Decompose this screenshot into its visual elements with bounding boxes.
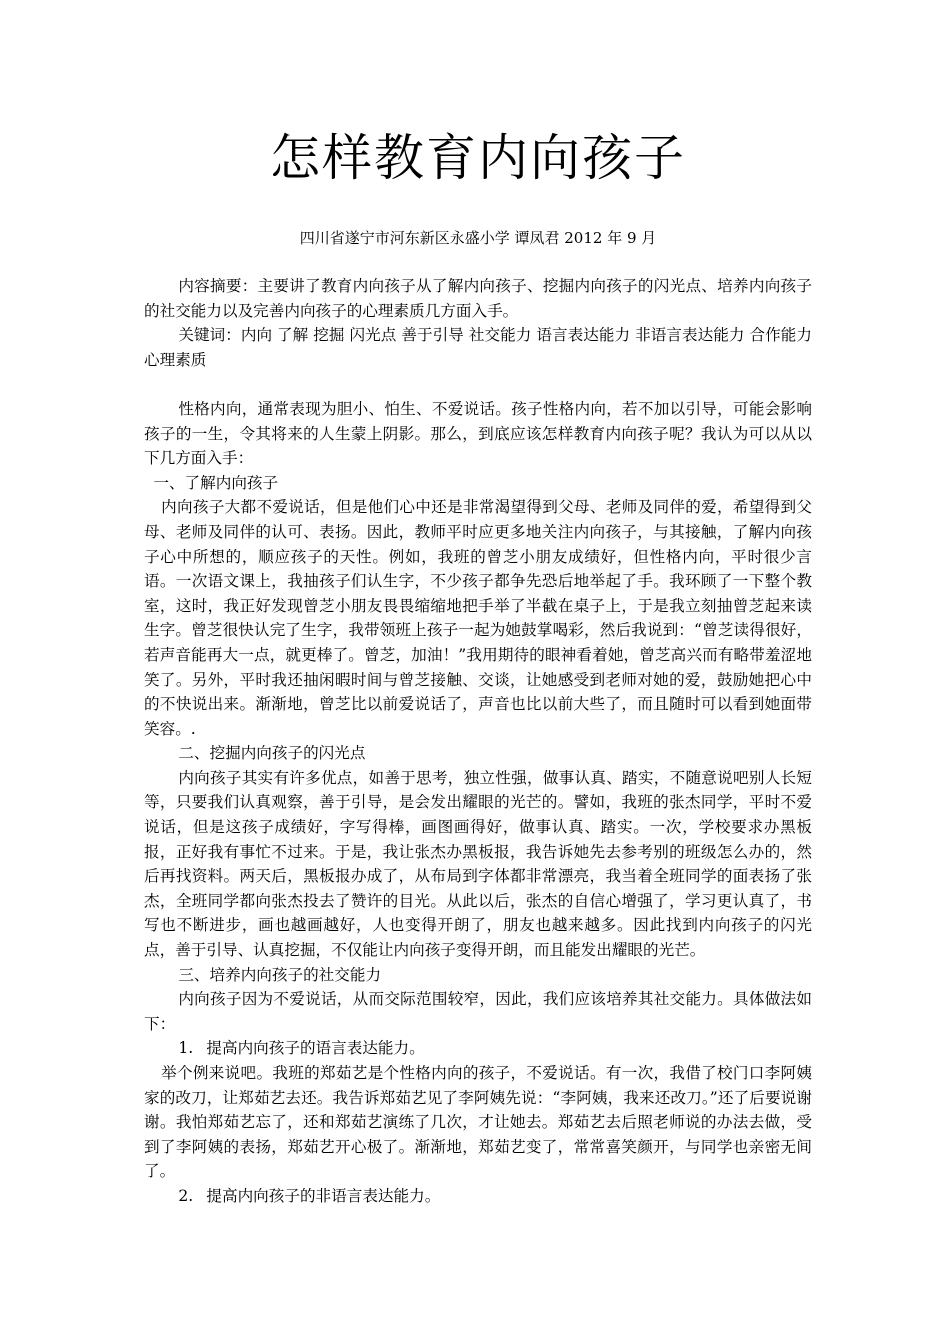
- section-1-paragraph: 内向孩子大都不爱说话，但是他们心中还是非常渴望得到父母、老师及同伴的爱，希望得到父母、老师及同伴的认可、表扬。因此，教师平时应更多地关注内向孩子，与其接触，了解内向孩子心中所想的，顺应孩子的天性。例如，我班的曾芝小朋友成绩好，但性格内向，平时很少言语。一次语文课上，我抽孩子们认生字，不少孩子都争先恐后地举起了手。我环顾了一下整个教室，这时，我正好发现曾芝小朋友畏畏缩缩地把手举了半截在桌子上，于是我立刻抽曾芝起来读生字。曾芝很快认完了生字，我带领班上孩子一起为她鼓掌喝彩，然后我说到：“曾芝读得很好，若声音能再大一点，就更棒了。曾芝，加油！”我用期待的眼神看着她，曾芝高兴而有略带羞涩地笑了。另外，平时我还抽闲暇时间与曾芝接触、交谈，让她感受到老师对她的爱，鼓励她把心中的不快说出来。渐渐地，曾芝比以前爱说话了，声音也比以前大些了，而且随时可以看到她面带笑容。.: [144, 498, 812, 738]
- section-3-paragraph: 内向孩子因为不爱说话，从而交际范围较窄，因此，我们应该培养其社交能力。具体做法如下：: [144, 990, 812, 1033]
- intro-paragraph: 性格内向，通常表现为胆小、怕生、不爱说话。孩子性格内向，若不加以引导，可能会影响孩子的一生，令其将来的人生蒙上阴影。那么，到底应该怎样教育内向孩子呢？我认为可以从以下几方面入手：: [144, 399, 812, 468]
- list-item-2-number: 2.: [178, 1186, 194, 1205]
- abstract-paragraph: 内容摘要：主要讲了教育内向孩子从了解内向孩子、挖掘内向孩子的闪光点、培养内向孩子的社交能力以及完善内向孩子的心理素质几方面入手。: [144, 277, 812, 320]
- list-item-1-number: 1.: [178, 1039, 194, 1058]
- keywords-paragraph: 关键词：内向 了解 挖掘 闪光点 善于引导 社交能力 语言表达能力 非语言表达能力 合作能力 心理素质: [144, 326, 812, 369]
- document-title: 怎样教育内向孩子: [270, 129, 686, 187]
- section-2-heading: 二、挖掘内向孩子的闪光点: [178, 744, 366, 763]
- spacer: [144, 372, 812, 397]
- list-item-1-text: 提高内向孩子的语言表达能力。: [206, 1039, 425, 1058]
- list-item-1: [144, 1036, 812, 1061]
- section-1-heading: 一、了解内向孩子: [153, 473, 279, 492]
- author-byline: 四川省遂宁市河东新区永盛小学 谭凤君 2012 年 9 月: [299, 229, 657, 247]
- list-item-2-text: 提高内向孩子的非语言表达能力。: [206, 1186, 441, 1205]
- document-body: [144, 274, 812, 1209]
- section-3-heading: 三、培养内向孩子的社交能力: [178, 965, 382, 984]
- list-item-2: [144, 1184, 812, 1209]
- list-item-1-paragraph: 举个例来说吧。我班的郑茹艺是个性格内向的孩子，不爱说话。有一次，我借了校门口李阿姨家的改刀，让郑茹艺去还。我告诉郑茹艺见了李阿姨先说：“李阿姨，我来还改刀。”还了后要说谢谢。我怕郑茹艺忘了，还和郑茹艺演练了几次，才让她去。郑茹艺去后照老师说的办法去做，受到了李阿姨的表扬，郑茹艺开心极了。渐渐地，郑茹艺变了，常常喜笑颜开，与同学也亲密无间了。: [144, 1064, 812, 1181]
- section-2-paragraph: 内向孩子其实有许多优点，如善于思考，独立性强，做事认真、踏实，不随意说吧别人长短等，只要我们认真观察，善于引导，是会发出耀眼的光芒的。譬如，我班的张杰同学，平时不爱说话，但是这孩子成绩好，字写得棒，画图画得好，做事认真、踏实。一次，学校要求办黑板报，正好我有事忙不过来。于是，我让张杰办黑板报，我告诉她先去参考别的班级怎么办的，然后再找资料。两天后，黑板报办成了，从布局到字体都非常漂亮，我当着全班同学的面表扬了张杰，全班同学都向张杰投去了赞许的目光。从此以后，张杰的自信心增强了，学习更认真了，书写也不断进步，画也越画越好，人也变得开朗了，朋友也越来越多。因此找到内向孩子的闪光点，善于引导、认真挖掘，不仅能让内向孩子变得开朗，而且能发出耀眼的光芒。: [144, 768, 812, 960]
